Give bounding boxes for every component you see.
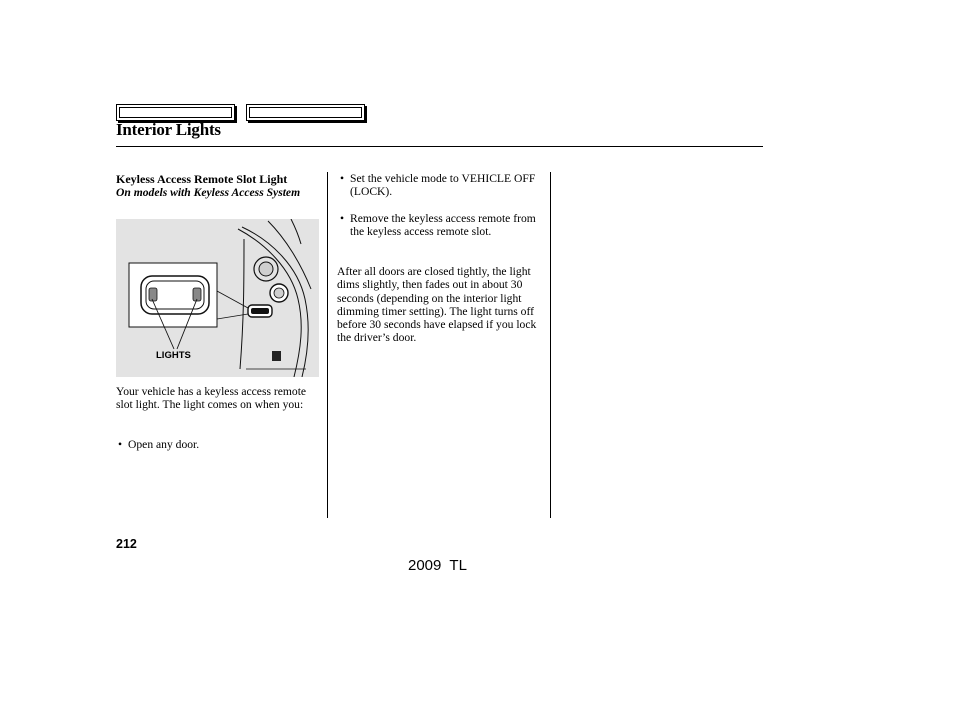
- page-number: 212: [116, 537, 137, 551]
- section-heading: Keyless Access Remote Slot Light: [116, 172, 288, 186]
- list-item: [118, 438, 323, 451]
- bullet-glyph: •: [118, 438, 123, 451]
- title-rule: [116, 146, 763, 147]
- nav-tab-2[interactable]: [246, 104, 365, 121]
- dashboard-drawing: [116, 219, 319, 377]
- list-item-text: Open any door.: [128, 438, 200, 451]
- bullet-glyph: •: [340, 172, 345, 185]
- column-divider: [550, 172, 551, 518]
- footer-model-label: 2009 TL: [408, 557, 467, 574]
- nav-tab-1-inner: [119, 107, 232, 118]
- nav-tab-1[interactable]: [116, 104, 235, 121]
- bullet-glyph: •: [340, 212, 345, 225]
- nav-tab-2-inner: [249, 107, 362, 118]
- column2-paragraph: After all doors are closed tightly, the light dims slightly, then fades out in about 30 seconds (depending on the interior light dimming timer setting). The light turns off before 30 seconds have elapsed if you lock the driver’s door.: [337, 265, 537, 345]
- section-subheading: On models with Keyless Access System: [116, 186, 301, 199]
- column-divider: [327, 172, 328, 518]
- column1-paragraph: Your vehicle has a keyless access remote slot light. The light comes on when you:: [116, 385, 307, 412]
- slot-light-illustration: [116, 219, 319, 377]
- callout-label-lights: LIGHTS: [156, 350, 191, 361]
- list-item-text: Remove the keyless access remote from the keyless access remote slot.: [350, 212, 536, 239]
- list-item-text: Set the vehicle mode to VEHICLE OFF (LOCK).: [350, 172, 536, 199]
- list-item: [340, 172, 545, 199]
- list-item: [340, 212, 545, 239]
- page-title: Interior Lights: [116, 120, 221, 139]
